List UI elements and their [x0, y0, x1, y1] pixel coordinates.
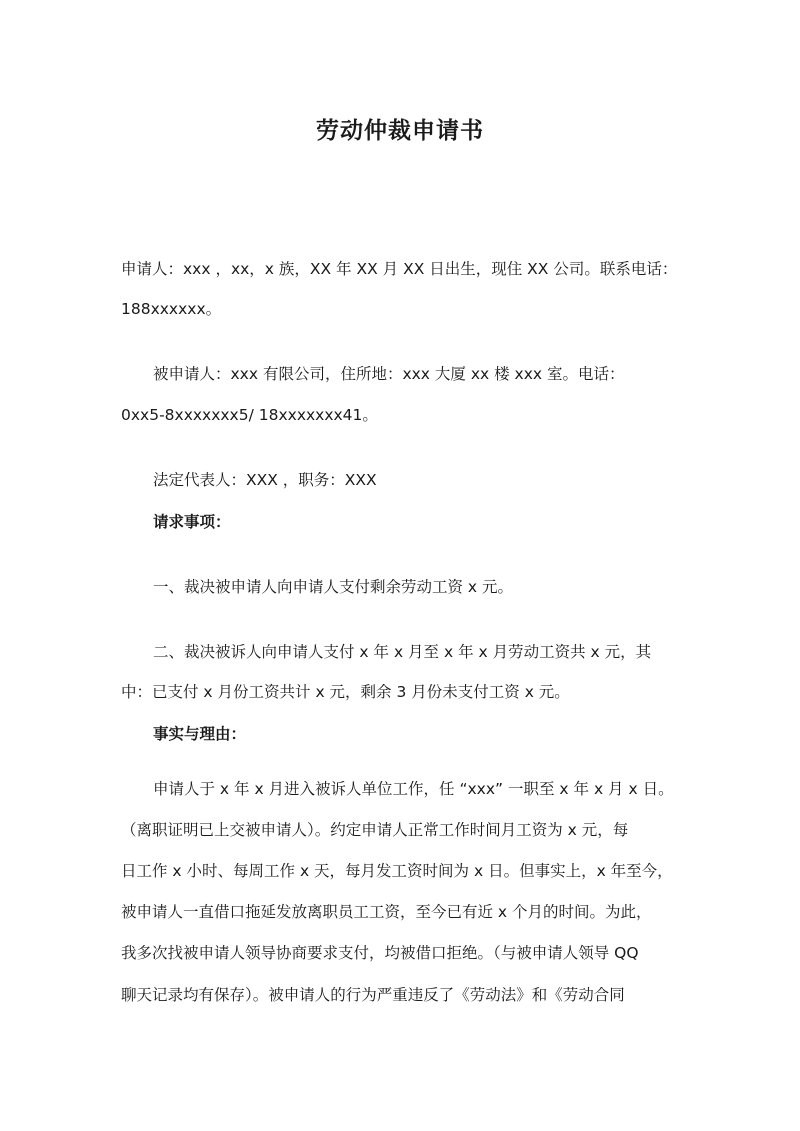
facts-line-5: 我多次找被申请人领导协商要求支付，均被借口拒绝。（与被申请人领导 QQ	[121, 944, 639, 962]
claim-item-2: 二、裁决被诉人向申请人支付 x 年 x 月至 x 年 x 月劳动工资共 x 元，其	[153, 643, 652, 661]
claim-item-2-cont: 中：已支付 x 月份工资共计 x 元，剩余 3 月份未支付工资 x 元。	[121, 683, 570, 701]
facts-line-3: 日工作 x 小时、每周工作 x 天，每月发工资时间为 x 日。但事实上，x 年至今，	[121, 862, 673, 880]
respondent-line: 被申请人：xxx 有限公司，住所地：xxx 大厦 xx 楼 xxx 室。电话：	[153, 365, 625, 383]
legal-representative-line: 法定代表人：XXX ，职务：XXX	[153, 471, 377, 489]
respondent-phone-line: 0xx5-8xxxxxxx5/ 18xxxxxxx41。	[121, 406, 378, 424]
facts-line-2: （离职证明已上交被申请人）。约定申请人正常工作时间月工资为 x 元，每	[121, 821, 629, 839]
claims-heading: 请求事项：	[153, 513, 231, 531]
applicant-phone-line: 188xxxxxx。	[121, 300, 222, 318]
facts-line-1: 申请人于 x 年 x 月进入被诉人单位工作，任 “xxx” 一职至 x 年 x 月 x 日。	[153, 780, 674, 798]
facts-heading: 事实与理由：	[153, 725, 247, 743]
claim-item-1: 一、裁决被申请人向申请人支付剩余劳动工资 x 元。	[153, 578, 514, 596]
facts-line-4: 被申请人一直借口拖延发放离职员工工资，至今已有近 x 个月的时间。为此，	[121, 903, 652, 921]
facts-line-6: 聊天记录均有保存）。被申请人的行为严重违反了《劳动法》和《劳动合同	[121, 986, 625, 1004]
applicant-line: 申请人：xxx ，xx，x 族，XX 年 XX 月 XX 日出生，现住 XX 公司。联系电话：	[121, 260, 678, 278]
document-title: 劳动仲裁申请书	[316, 118, 484, 144]
